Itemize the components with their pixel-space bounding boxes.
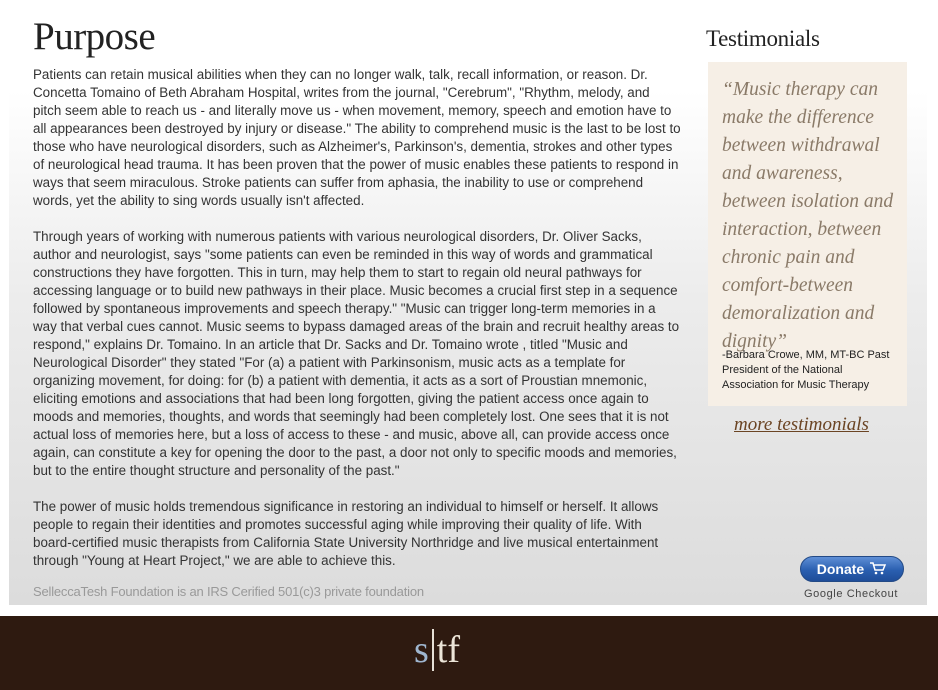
paragraph-3: The power of music holds tremendous significance in restoring an individual to himself or herself. It allows people to regain their identities and promotes successful aging while improving their quality of life. With board-certified music therapists from California State University Northridge and live musical entertainment through "Young at Heart Project," we are able to achieve this. (33, 499, 659, 568)
logo-s: s (414, 629, 429, 671)
paragraph-2: Through years of working with numerous patients with various neurological disorders, Dr. Oliver Sacks, author and neurologist, says "some patients can even be reminded in this way of words and grammatical constructions they have forgotten. This in turn, may help them to start to regain old neural pathways for accessing language or to build new pathways in their place. Music becomes a crucial first step in a sequence followed by spontaneous improvements and speech therapy." "Music can trigger long-term memories in a way that verbal cues cannot. Music seems to bypass damaged areas of the brain and recruit healthy areas to respond," explains Dr. Tomaino. In an article that Dr. Sacks and Dr. Tomaino wrote , titled "Music and Neurological Disorder" they stated "For (a) a patient with Parkinsonism, music acts as a template for organizing movement, for doing: for (b) a patient with dementia, it acts as a sort of Proustian mnemonic, eliciting emotions and associations that had been long forgotten, giving the patient access once again to moods and memories, thoughts, and words that seemingly had been completely lost. One sees that it is not actual loss of memories here, but a loss of access to these - and music, above all, can provide access once again, can constitute a key for opening the door to the past, a door not only to specific moods and memories, but to the entire thought structure and personality of the past." (33, 229, 680, 478)
cart-icon (869, 561, 887, 578)
foundation-note: SelleccaTesh Foundation is an IRS Cerified 501(c)3 private foundation (33, 584, 424, 599)
testimonial-attribution: -Barbara Crowe, MM, MT-BC Past President of the National Association for Music Therapy (722, 349, 890, 391)
donate-button[interactable] (800, 556, 904, 582)
donate-button-label: Donate (816, 561, 865, 577)
footer-bar (0, 616, 938, 690)
testimonial-quote: “Music therapy can make the difference between withdrawal and awareness, between isolation and interaction, between chronic pain and comfort-between demoralization and dignity” (722, 79, 894, 352)
logo-divider (432, 629, 434, 671)
logo-tf: tf (436, 629, 461, 671)
testimonial-box (708, 62, 907, 406)
more-testimonials-link[interactable]: more testimonials (734, 414, 869, 435)
paragraph-1: Patients can retain musical abilities when they can no longer walk, talk, recall information, or reason. Dr. Concetta Tomaino of Beth Abraham Hospital, writes from the journal, "Cerebrum", "Rhythm, melody, and pitch seem able to reach us - and literally move us - when movement, memory, speech and emotion have to all appearances been destroyed by injury or disease." The ability to comprehend music is the last to be lost to those who have neurological disorders, such as Alzheimer's, Parkinson's, dementia, strokes and other types of neurological head trauma. It has been proven that the power of music enables these patients to respond in ways that seem miraculous. Stroke patients can suffer from aphasia, the inability to use or comprehend words, yet the ability to sing words usually isn't affected. (33, 67, 681, 208)
testimonials-heading: Testimonials (706, 26, 820, 51)
page-title: Purpose (33, 15, 156, 58)
stf-logo[interactable] (414, 628, 460, 672)
google-checkout-label: Google Checkout (804, 588, 898, 600)
